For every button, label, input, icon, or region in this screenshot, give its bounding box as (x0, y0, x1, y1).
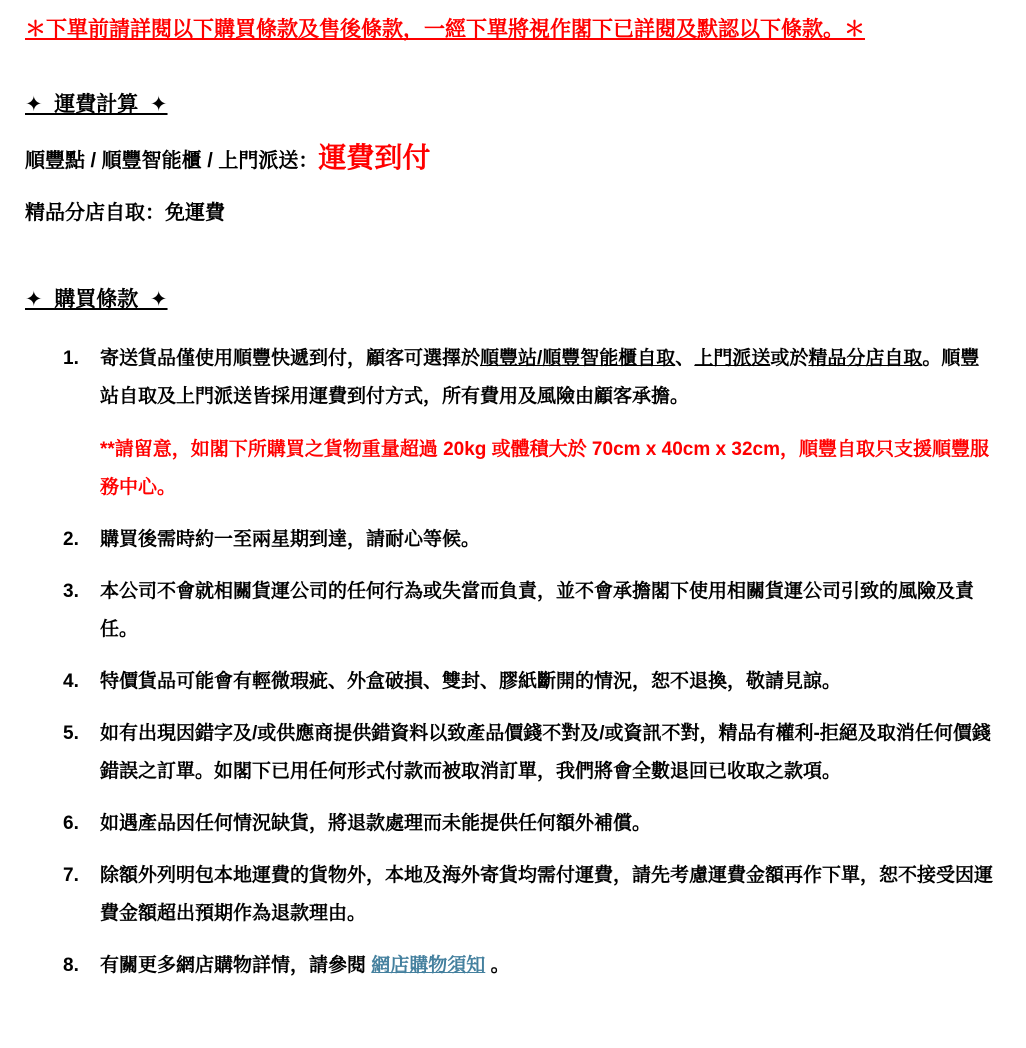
shipping-methods-label: 順豐點 / 順豐智能櫃 / 上門派送： (25, 150, 319, 172)
term-item-2 (63, 521, 993, 559)
term-number: 1. (63, 348, 79, 369)
store-pickup-option-underlined: 精品分店自取 (808, 348, 923, 369)
shipping-methods-value: 運費到付 (318, 142, 431, 173)
term-number: 5. (63, 723, 79, 744)
shipping-methods-line (25, 141, 996, 178)
shipping-pickup-line (25, 200, 996, 226)
term-number: 8. (63, 955, 79, 976)
top-notice: ＊下單前請詳閱以下購買條款及售後條款，一經下單將視作閣下已詳閱及默認以下條款。＊ (25, 18, 865, 41)
weight-size-warning-note: **請留意，如閣下所購買之貨物重量超過 20kg 或體積大於 70cm x 40cm x 32cm，順豐自取只支援順豐服務中心。 (100, 439, 989, 498)
term-item-6 (63, 805, 993, 843)
term-number: 6. (63, 813, 79, 834)
term-text: 除額外列明包本地運費的貨物外，本地及海外寄貨均需付運費，請先考慮運費金額再作下單，恕不接受因運費金額超出預期作為退款理由。 (100, 865, 994, 924)
terms-list (25, 340, 993, 985)
term-text: 如有出現因錯字及/或供應商提供錯資料以致產品價錢不對及/或資訊不對，精品有權利-拒絕及取消任何價錢錯誤之訂單。如閣下已用任何形式付款而被取消訂單，我們將會全數退回已收取之款項。 (100, 723, 991, 782)
term-item-7 (63, 857, 993, 933)
term-text: 購買後需時約一至兩星期到達，請耐心等候。 (100, 529, 481, 550)
term-item-3 (63, 573, 993, 649)
shipping-section-heading: ✦ 運費計算 ✦ (25, 93, 168, 116)
term-item-8 (63, 947, 993, 985)
term-number: 2. (63, 529, 79, 550)
term-text: 寄送貨品僅使用順豐快遞到付，顧客可選擇於順豐站/順豐智能櫃自取、上門派送或於精品分店自取。順豐站自取及上門派送皆採用運費到付方式，所有費用及風險由顧客承擔。 (100, 348, 980, 407)
delivery-option-underlined: 上門派送 (694, 348, 771, 369)
shipping-pickup-value: 免運費 (165, 202, 225, 224)
pickup-option-underlined: 順豐站/順豐智能櫃自取 (480, 348, 676, 369)
store-guide-link[interactable]: 網店購物須知 (371, 955, 486, 976)
term-item-5 (63, 715, 993, 791)
shipping-pickup-label: 精品分店自取： (25, 202, 165, 224)
term-number: 7. (63, 865, 79, 886)
term-number: 4. (63, 671, 79, 692)
term-number: 3. (63, 581, 79, 602)
term-item-4 (63, 663, 993, 701)
term-text: 特價貨品可能會有輕微瑕疵、外盒破損、雙封、膠紙斷開的情況，恕不退換，敬請見諒。 (100, 671, 842, 692)
term-item-1 (63, 340, 993, 507)
term-text: 本公司不會就相關貨運公司的任何行為或失當而負責，並不會承擔閣下使用相關貨運公司引致的風險及責任。 (100, 581, 975, 640)
term-text: 如遇產品因任何情況缺貨，將退款處理而未能提供任何額外補償。 (100, 813, 652, 834)
terms-section-heading: ✦ 購買條款 ✦ (25, 288, 168, 311)
term-text: 有關更多網店購物詳情，請參閱 網店購物須知 。 (100, 955, 510, 976)
